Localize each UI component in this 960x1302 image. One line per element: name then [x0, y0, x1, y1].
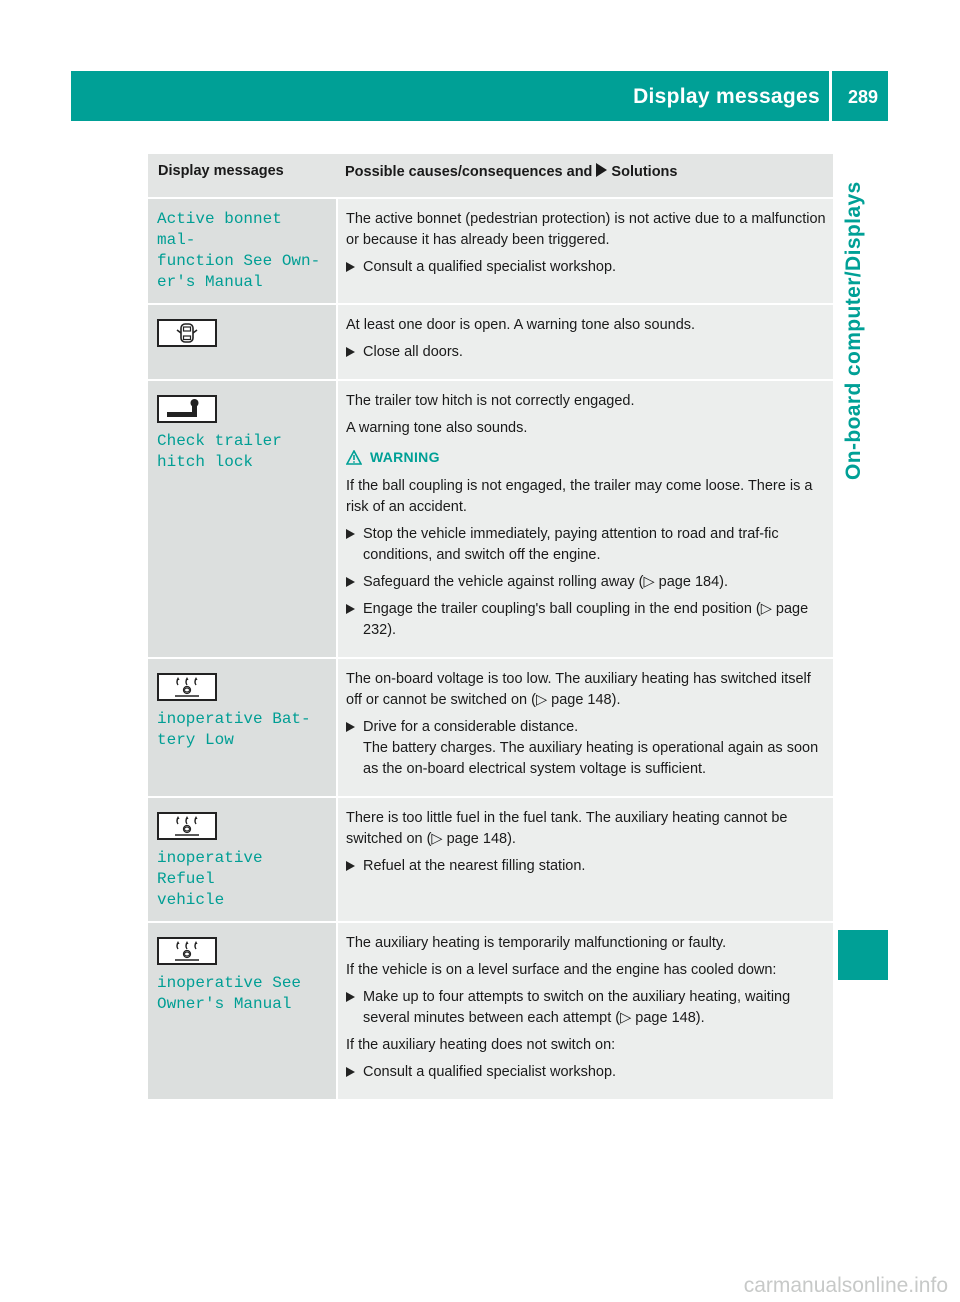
column-header-solutions	[337, 154, 833, 198]
solution-cell	[337, 198, 833, 304]
table-row	[148, 304, 833, 380]
step-text: Consult a qualified specialist workshop.	[363, 1064, 617, 1080]
cause-text: If the vehicle is on a level surface and the engine has cooled down:	[346, 962, 777, 978]
cause-text: At least one door is open. A warning tone also sounds.	[346, 317, 696, 333]
column-header-messages: Display messages	[148, 154, 337, 198]
warning-detail-text: If the ball coupling is not engaged, the trailer may come loose. There is a risk of an accident.	[346, 478, 813, 515]
display-message-text: inoperative Bat- tery Low	[157, 710, 311, 749]
step-arrow-icon	[346, 1067, 355, 1077]
step-text: Safeguard the vehicle against rolling away (▷ page 184).	[363, 574, 729, 590]
solution-cell	[337, 658, 833, 797]
warning-triangle-icon	[346, 450, 362, 465]
side-tab-label: On-board computer/Displays	[842, 181, 865, 480]
step-text: Drive for a considerable distance.	[363, 719, 579, 735]
cause-text: The active bonnet (pedestrian protection) is not active due to a malfunction or because it has already been triggered.	[346, 211, 826, 248]
step-arrow-icon	[346, 529, 355, 539]
step-text: Make up to four attempts to switch on the auxiliary heating, waiting several minutes between each attempt (▷ page 148).	[363, 989, 791, 1026]
step-text: Consult a qualified specialist workshop.	[363, 259, 617, 275]
header-separator	[829, 71, 832, 121]
step-arrow-icon	[346, 577, 355, 587]
table-row	[148, 198, 833, 304]
trailer-hitch-icon	[157, 395, 217, 423]
display-messages-table	[148, 154, 833, 1101]
side-tab-marker	[838, 930, 888, 980]
step-arrow-icon	[346, 861, 355, 871]
solution-cell	[337, 797, 833, 922]
display-message-text: Check trailer hitch lock	[157, 432, 282, 471]
step-arrow-icon	[346, 347, 355, 357]
watermark: carmanualsonline.info	[743, 1274, 948, 1297]
solution-cell	[337, 380, 833, 658]
message-cell	[148, 658, 337, 797]
column-header-solutions-label: Solutions	[611, 164, 678, 180]
message-cell	[148, 797, 337, 922]
cause-text: The on-board voltage is too low. The auxiliary heating has switched itself off or cannot be switched on (▷ page 148).	[346, 671, 811, 708]
solution-step	[346, 257, 827, 278]
table-header-row	[148, 154, 833, 198]
column-header-causes: Possible causes/consequences and	[345, 164, 593, 180]
solution-cell	[337, 304, 833, 380]
message-cell	[148, 380, 337, 658]
step-text: Refuel at the nearest filling station.	[363, 858, 586, 874]
cause-text: If the auxiliary heating does not switch on:	[346, 1037, 616, 1053]
warning-label	[346, 447, 827, 468]
step-arrow-icon	[346, 604, 355, 614]
solution-cell	[337, 922, 833, 1100]
step-arrow-icon	[346, 722, 355, 732]
table-row	[148, 658, 833, 797]
solution-step	[346, 856, 827, 877]
solution-arrow-icon	[596, 163, 607, 177]
step-text: Close all doors.	[363, 344, 463, 360]
step-text: Stop the vehicle immediately, paying attention to road and traf-fic conditions, and switch off the engine.	[363, 526, 779, 563]
solution-step	[346, 717, 827, 738]
table-row	[148, 797, 833, 922]
message-cell	[148, 304, 337, 380]
solution-step	[346, 987, 827, 1029]
message-cell	[148, 922, 337, 1100]
solution-step	[346, 524, 827, 566]
solution-step	[346, 572, 827, 593]
table-row	[148, 922, 833, 1100]
cause-text: The trailer tow hitch is not correctly engaged.	[346, 393, 635, 409]
step-arrow-icon	[346, 992, 355, 1002]
display-message-text: Active bonnet mal- function See Own- er's Manual	[157, 210, 321, 291]
table-row	[148, 380, 833, 658]
door-open-icon	[157, 319, 217, 347]
step-arrow-icon	[346, 262, 355, 272]
cause-text: The auxiliary heating is temporarily malfunctioning or faulty.	[346, 935, 727, 951]
auxiliary-heating-icon	[157, 937, 217, 965]
step-detail-text: The battery charges. The auxiliary heating is operational again as soon as the on-board electrical system voltage is sufficient.	[363, 740, 819, 777]
page-title: Display messages	[633, 85, 820, 108]
solution-step	[346, 342, 827, 363]
cause-text: A warning tone also sounds.	[346, 420, 528, 436]
cause-text: There is too little fuel in the fuel tank. The auxiliary heating cannot be switched on (▷ page 148).	[346, 810, 788, 847]
auxiliary-heating-icon	[157, 812, 217, 840]
display-message-text: inoperative See Owner's Manual	[157, 974, 302, 1013]
warning-text: WARNING	[370, 449, 440, 465]
page-number: 289	[847, 87, 878, 107]
solution-step	[346, 1062, 827, 1083]
message-cell	[148, 198, 337, 304]
auxiliary-heating-icon	[157, 673, 217, 701]
display-message-text: inoperative Refuel vehicle	[157, 849, 263, 909]
step-text: Engage the trailer coupling's ball coupling in the end position (▷ page 232).	[363, 601, 809, 638]
solution-step	[346, 599, 827, 641]
header-bar	[71, 71, 888, 121]
solution-step-detail	[346, 738, 827, 780]
